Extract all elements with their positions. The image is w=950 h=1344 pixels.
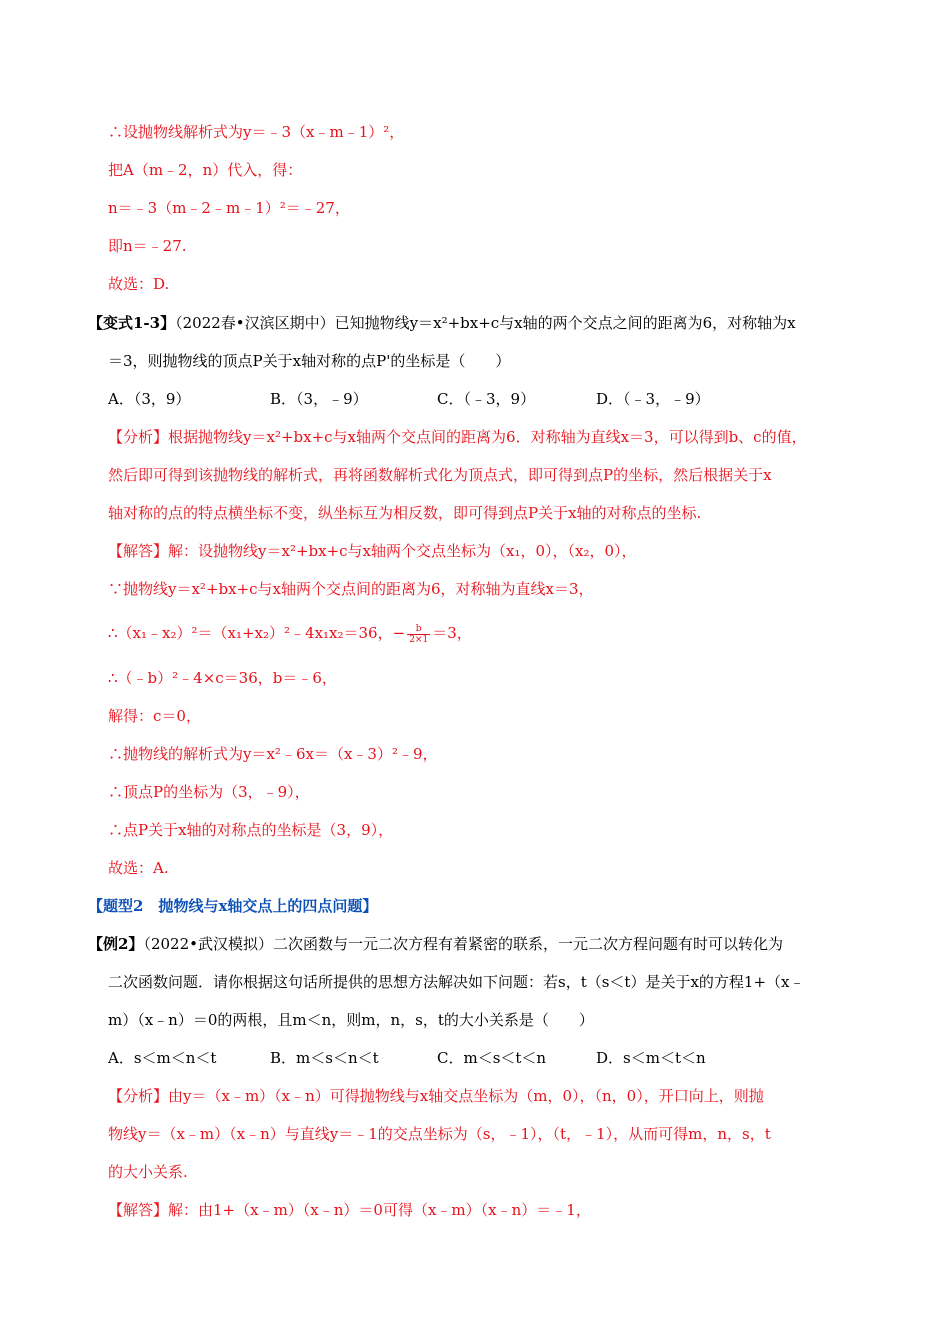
option-a: A．s＜m＜n＜t xyxy=(108,1049,217,1067)
analysis-line: 【分析】由y＝（x﹣m）（x﹣n）可得抛物线与x轴交点坐标为（m，0），（n，0），开口向上，则抛 xyxy=(108,1087,764,1105)
analysis-line: 物线y＝（x﹣m）（x﹣n）与直线y＝﹣1的交点坐标为（s，﹣1），（t，﹣1），从而可得m，n，s，t xyxy=(108,1125,771,1143)
analysis-line: 然后即可得到该抛物线的解析式，再将函数解析式化为顶点式，即可得到点P的坐标，然后根据关于x xyxy=(108,466,772,484)
answer-line: ∴（x₁﹣x₂）²＝（x₁+x₂）²﹣4x₁x₂＝36，− $\frac{b}{2\times 1}$ ＝3， xyxy=(108,623,472,645)
question-line: 【例2】（2022•武汉模拟）二次函数与一元二次方程有着紧密的联系，一元二次方程问题有时可以转化为 xyxy=(88,935,783,953)
analysis-line: 【分析】根据抛物线y＝x²+bx+c与x轴两个交点间的距离为6．对称轴为直线x＝3，可以得到b、c的值， xyxy=(108,428,807,446)
answer-line: 解得：c＝0， xyxy=(108,707,201,725)
answer-line: ∴（﹣b）²﹣4×c＝36，b＝﹣6， xyxy=(108,669,337,687)
answer-line: 【解答】解：由1+（x﹣m）（x﹣n）＝0可得（x﹣m）（x﹣n）＝﹣1， xyxy=(108,1201,591,1219)
option-c: C．（﹣3，9） xyxy=(437,390,536,408)
analysis-line: 轴对称的点的特点横坐标不变，纵坐标互为相反数，即可得到点P关于x轴的对称点的坐标. xyxy=(108,504,702,522)
question-line: m）（x﹣n）＝0的两根，且m＜n，则m，n，s，t的大小关系是（ ） xyxy=(108,1011,594,1029)
question-tag: 【例2】 xyxy=(88,935,144,953)
option-d: D．s＜m＜t＜n xyxy=(596,1049,706,1067)
solution-line: ∴设抛物线解析式为y＝﹣3（x﹣m﹣1）²， xyxy=(108,123,405,141)
question-line: ＝3，则抛物线的顶点P关于x轴对称的点P'的坐标是（ ） xyxy=(108,352,511,370)
answer-line: ∴顶点P的坐标为（3，﹣9）， xyxy=(108,783,310,801)
option-c: C．m＜s＜t＜n xyxy=(437,1049,547,1067)
answer-line: ∴点P关于x轴的对称点的坐标是（3，9）， xyxy=(108,821,394,839)
answer-line: 【解答】解：设抛物线y＝x²+bx+c与x轴两个交点坐标为（x₁，0），（x₂，0）， xyxy=(108,542,637,560)
answer-tag: 【解答】 xyxy=(108,1201,169,1219)
answer-tag: 【解答】 xyxy=(108,542,169,560)
answer-line: ∴抛物线的解析式为y＝x²﹣6x＝（x﹣3）²﹣9， xyxy=(108,745,438,763)
fraction: $\frac{b}{2\times 1}$ xyxy=(409,623,429,645)
answer-line: ∵抛物线y＝x²+bx+c与x轴两个交点间的距离为6，对称轴为直线x＝3， xyxy=(108,580,594,598)
solution-line: 即n＝﹣27. xyxy=(108,237,187,255)
solution-line: n＝﹣3（m﹣2﹣m﹣1）²＝﹣27， xyxy=(108,199,350,217)
option-d: D．（﹣3，﹣9） xyxy=(596,390,710,408)
answer-line: 故选：A. xyxy=(108,859,169,877)
section-title: 【题型2 抛物线与x轴交点上的四点问题】 xyxy=(88,897,378,915)
question-line: 二次函数问题．请你根据这句话所提供的思想方法解决如下问题：若s，t（s＜t）是关于x的方程1+（x﹣ xyxy=(108,973,805,991)
analysis-line: 的大小关系. xyxy=(108,1163,188,1181)
option-b: B．m＜s＜n＜t xyxy=(270,1049,379,1067)
analysis-tag: 【分析】 xyxy=(108,1087,169,1105)
analysis-tag: 【分析】 xyxy=(108,428,169,446)
question-tag: 【变式1-3】 xyxy=(88,314,176,332)
option-b: B．（3，﹣9） xyxy=(270,390,368,408)
question-line: 【变式1-3】（2022春•汉滨区期中）已知抛物线y＝x²+bx+c与x轴的两个交点之间的距离为6，对称轴为x xyxy=(88,314,796,332)
solution-line: 故选：D. xyxy=(108,275,170,293)
solution-line: 把A（m﹣2，n）代入，得： xyxy=(108,161,303,179)
option-a: A．（3，9） xyxy=(108,390,191,408)
